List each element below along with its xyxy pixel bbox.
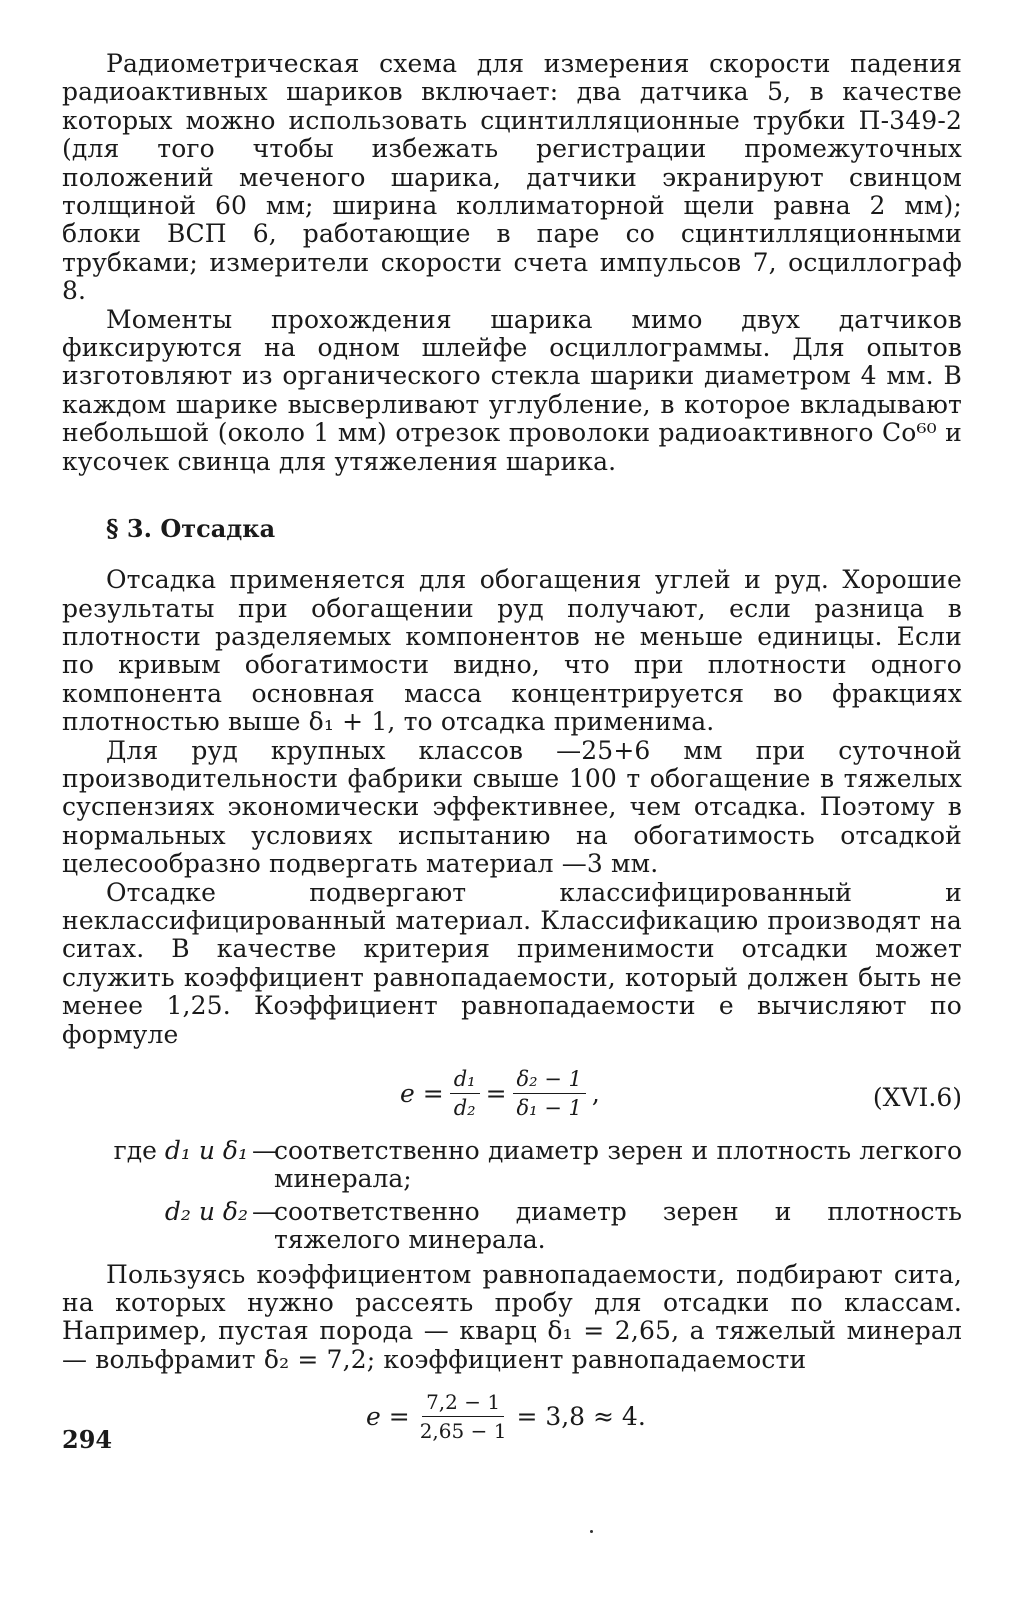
paragraph: Моменты прохождения шарика мимо двух датчиков фиксируются на одном шлейфе осциллограммы. Для опытов изготовляют из органического стекла шарики диаметром 4 мм. В каждом шарике высверливают углубление, в которое вкладывают небольшой (около 1 мм) отрезок проволоки радиоактивного Co⁶⁰ и кусочек свинца для утяжеления шарика. — [62, 304, 962, 476]
equals-sign: = — [485, 1079, 507, 1108]
page-content — [62, 50, 962, 1450]
formula-comma: , — [591, 1079, 600, 1108]
fraction-denominator: 2,65 − 1 — [419, 1419, 507, 1444]
formula-equal-fall-coefficient — [62, 1063, 962, 1127]
definition-text: соответственно диаметр зерен и плотность легкого минерала; — [274, 1136, 962, 1194]
fraction-numerator: 7,2 − 1 — [422, 1390, 504, 1417]
fraction-diameters — [450, 1067, 480, 1120]
definition-lead: где — [113, 1136, 157, 1165]
fraction-example — [416, 1390, 511, 1443]
paragraph: Отсадке подвергают классифицированный и неклассифицированный материал. Классификацию производят на ситах. В качестве критерия применимости отсадки может служить коэффициент равнопадаемости, который должен быть не менее 1,25. Коэффициент равнопадаемости e вычисляют по формуле — [62, 877, 962, 1049]
paragraph: Для руд крупных классов —25+6 мм при суточной производительности фабрики свыше 100 т обогащение в тяжелых суспензиях экономически эффективнее, чем отсадка. Поэтому в нормальных условиях испытанию на обогатимость отсадкой целесообразно подвергать материал —3 мм. — [62, 735, 962, 879]
fraction-numerator: d₁ — [450, 1067, 480, 1094]
fraction-densities — [513, 1067, 586, 1120]
definition-dash: — — [252, 1196, 277, 1226]
definition-symbol: d₂ и δ₂ — [164, 1196, 248, 1226]
paragraph: Отсадка применяется для обогащения углей и руд. Хорошие результаты при обогащении руд получают, если разница в плотности разделяемых компонентов не меньше единицы. Если по кривым обогатимости видно, что при плотности одного компонента основная масса концентрируется во фракциях плотностью выше δ₁ + 1, то отсадка применима. — [62, 565, 962, 737]
print-speck — [590, 1530, 593, 1533]
definition-symbol: d₁ и δ₁ — [164, 1136, 248, 1165]
definition-row — [62, 1137, 962, 1194]
paragraph: Пользуясь коэффициентом равнопадаемости, подбирают сита, на которых нужно рассеять пробу для отсадки по классам. Например, пустая порода — кварц δ₁ = 2,65, а тяжелый минерал — вольфрамит δ₂ = 7,2; коэффициент равнопадаемости — [62, 1259, 962, 1374]
definition-dash: — — [252, 1136, 277, 1165]
formula-lhs: e = — [400, 1079, 444, 1108]
page-number: 294 — [62, 1425, 113, 1454]
fraction-numerator: δ₂ − 1 — [513, 1067, 586, 1094]
formula-example — [62, 1388, 962, 1450]
definitions-list — [62, 1137, 962, 1255]
section-heading: § 3. Отсадка — [106, 514, 276, 544]
equation-number: (XVI.6) — [872, 1083, 962, 1112]
paragraph: Радиометрическая схема для измерения скорости падения радиоактивных шариков включает: два датчика 5, в качестве которых можно использовать сцинтилляционные трубки П-349-2 (для того чтобы избежать регистрации промежуточных положений меченого шарика, датчики экранируют свинцом толщиной 60 мм; ширина коллиматорной щели равна 2 мм); блоки ВСП 6, работающие в паре со сцинтилляционными трубками; измерители скорости счета импульсов 7, осциллограф 8. — [62, 49, 962, 306]
formula-lhs: e = — [366, 1402, 410, 1432]
definition-row — [62, 1198, 962, 1255]
fraction-denominator: d₂ — [453, 1096, 476, 1120]
formula-result: = 3,8 ≈ 4. — [516, 1402, 646, 1432]
fraction-denominator: δ₁ − 1 — [516, 1096, 582, 1120]
definition-text: соответственно диаметр зерен и плотность тяжелого минерала. — [274, 1196, 962, 1255]
